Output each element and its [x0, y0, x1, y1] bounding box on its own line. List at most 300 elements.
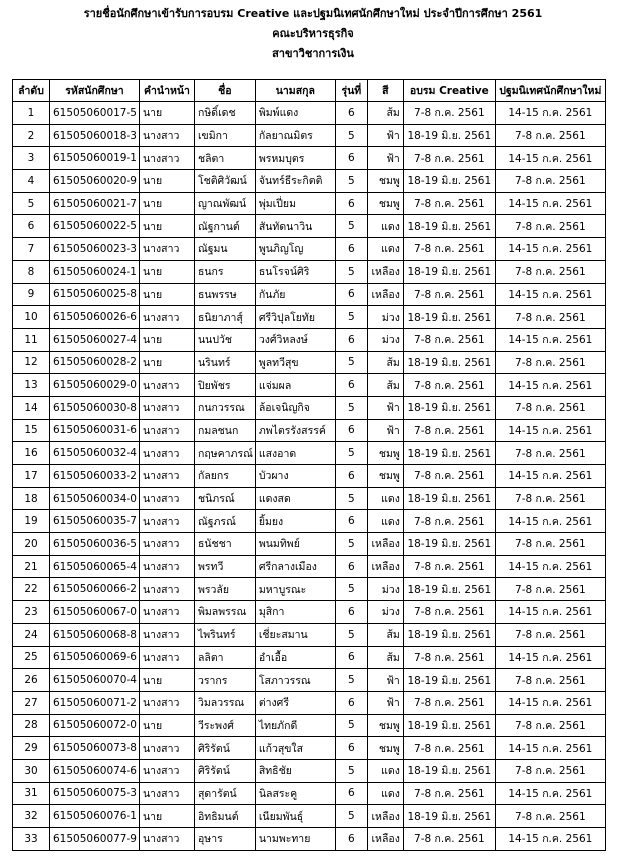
cell-last-name: โสภาวรรณ — [255, 669, 335, 692]
cell-color: ชมพู — [367, 465, 403, 488]
cell-creative-date: 18-19 มิ.ย. 2561 — [403, 623, 495, 646]
cell-creative-date: 18-19 มิ.ย. 2561 — [403, 714, 495, 737]
cell-batch: 6 — [335, 465, 367, 488]
cell-color: แดง — [367, 215, 403, 238]
cell-batch: 5 — [335, 351, 367, 374]
cell-color: ม่วง — [367, 306, 403, 329]
cell-color: ฟ้า — [367, 396, 403, 419]
cell-no: 24 — [13, 623, 50, 646]
cell-student-id: 61505060031-6 — [50, 419, 140, 442]
cell-student-id: 61505060018-3 — [50, 124, 140, 147]
cell-last-name: อำเอื้อ — [255, 646, 335, 669]
cell-color: เหลือง — [367, 283, 403, 306]
cell-student-id: 61505060073-8 — [50, 737, 140, 760]
cell-creative-date: 7-8 ก.ค. 2561 — [403, 510, 495, 533]
cell-first-name: ปิยพัชร — [194, 374, 255, 397]
cell-orientation-date: 7-8 ก.ค. 2561 — [495, 124, 605, 147]
cell-no: 32 — [13, 805, 50, 828]
cell-first-name: อิทธิมนต์ — [194, 805, 255, 828]
cell-first-name: วีระพงศ์ — [194, 714, 255, 737]
cell-batch: 5 — [335, 669, 367, 692]
cell-first-name: ศิริรัตน์ — [194, 737, 255, 760]
cell-prefix: นาย — [139, 170, 194, 193]
cell-prefix: นางสาว — [139, 646, 194, 669]
cell-creative-date: 18-19 มิ.ย. 2561 — [403, 351, 495, 374]
cell-color: แดง — [367, 510, 403, 533]
cell-creative-date: 7-8 ก.ค. 2561 — [403, 102, 495, 125]
table-row — [13, 283, 606, 306]
cell-first-name: ชลิตา — [194, 147, 255, 170]
table-row — [13, 487, 606, 510]
cell-no: 30 — [13, 759, 50, 782]
cell-batch: 6 — [335, 374, 367, 397]
cell-no: 7 — [13, 238, 50, 261]
cell-student-id: 61505060036-5 — [50, 533, 140, 556]
cell-first-name: กฤษคาภรณ์ — [194, 442, 255, 465]
cell-creative-date: 7-8 ก.ค. 2561 — [403, 238, 495, 261]
table-row — [13, 555, 606, 578]
cell-student-id: 61505060071-2 — [50, 691, 140, 714]
cell-creative-date: 7-8 ก.ค. 2561 — [403, 283, 495, 306]
cell-creative-date: 7-8 ก.ค. 2561 — [403, 782, 495, 805]
cell-creative-date: 18-19 มิ.ย. 2561 — [403, 578, 495, 601]
col-header-orientation: ปฐมนิเทศนักศึกษาใหม่ — [495, 80, 605, 102]
cell-no: 12 — [13, 351, 50, 374]
cell-orientation-date: 7-8 ก.ค. 2561 — [495, 170, 605, 193]
cell-orientation-date: 7-8 ก.ค. 2561 — [495, 623, 605, 646]
cell-prefix: นางสาว — [139, 691, 194, 714]
table-header-row — [13, 80, 606, 102]
cell-last-name: นิลสระคู — [255, 782, 335, 805]
cell-first-name: ณัฐภรณ์ — [194, 510, 255, 533]
cell-student-id: 61505060035-7 — [50, 510, 140, 533]
cell-last-name: แก้วสุขใส — [255, 737, 335, 760]
cell-no: 25 — [13, 646, 50, 669]
cell-color: เหลือง — [367, 805, 403, 828]
cell-student-id: 61505060075-3 — [50, 782, 140, 805]
cell-batch: 6 — [335, 691, 367, 714]
cell-batch: 6 — [335, 510, 367, 533]
cell-orientation-date: 14-15 ก.ค. 2561 — [495, 419, 605, 442]
cell-student-id: 61505060076-1 — [50, 805, 140, 828]
cell-no: 19 — [13, 510, 50, 533]
cell-orientation-date: 7-8 ก.ค. 2561 — [495, 260, 605, 283]
cell-prefix: นางสาว — [139, 578, 194, 601]
cell-batch: 5 — [335, 805, 367, 828]
cell-color: ชมพู — [367, 714, 403, 737]
cell-batch: 5 — [335, 442, 367, 465]
cell-prefix: นาย — [139, 328, 194, 351]
cell-last-name: จันทร์ธีระกิตติ — [255, 170, 335, 193]
cell-student-id: 61505060065-4 — [50, 555, 140, 578]
cell-first-name: พรวลัย — [194, 578, 255, 601]
cell-orientation-date: 14-15 ก.ค. 2561 — [495, 328, 605, 351]
cell-first-name: วรากร — [194, 669, 255, 692]
cell-first-name: ณัฐมน — [194, 238, 255, 261]
cell-color: ม่วง — [367, 328, 403, 351]
cell-orientation-date: 14-15 ก.ค. 2561 — [495, 828, 605, 851]
cell-batch: 5 — [335, 759, 367, 782]
cell-first-name: วิมลวรรณ — [194, 691, 255, 714]
cell-student-id: 61505060026-6 — [50, 306, 140, 329]
table-row — [13, 102, 606, 125]
cell-batch: 5 — [335, 306, 367, 329]
cell-color: ชมพู — [367, 192, 403, 215]
cell-color: ฟ้า — [367, 691, 403, 714]
cell-last-name: แจ่มผล — [255, 374, 335, 397]
table-row — [13, 170, 606, 193]
cell-prefix: นางสาว — [139, 374, 194, 397]
cell-first-name: กษิดิ์เดช — [194, 102, 255, 125]
cell-batch: 5 — [335, 260, 367, 283]
cell-first-name: ญาณพัฒน์ — [194, 192, 255, 215]
cell-prefix: นางสาว — [139, 396, 194, 419]
cell-last-name: ศรีวิปุลโยทัย — [255, 306, 335, 329]
cell-no: 15 — [13, 419, 50, 442]
table-row — [13, 147, 606, 170]
cell-color: ส้ม — [367, 646, 403, 669]
cell-creative-date: 7-8 ก.ค. 2561 — [403, 646, 495, 669]
cell-batch: 6 — [335, 102, 367, 125]
cell-color: ฟ้า — [367, 124, 403, 147]
cell-creative-date: 18-19 มิ.ย. 2561 — [403, 215, 495, 238]
cell-orientation-date: 14-15 ก.ค. 2561 — [495, 238, 605, 261]
table-row — [13, 805, 606, 828]
cell-first-name: นรินทร์ — [194, 351, 255, 374]
cell-no: 5 — [13, 192, 50, 215]
cell-last-name: มหาบูรณะ — [255, 578, 335, 601]
cell-first-name: ณัฐกานต์ — [194, 215, 255, 238]
cell-student-id: 61505060027-4 — [50, 328, 140, 351]
cell-color: ชมพู — [367, 442, 403, 465]
cell-prefix: นางสาว — [139, 759, 194, 782]
cell-color: ม่วง — [367, 578, 403, 601]
cell-orientation-date: 14-15 ก.ค. 2561 — [495, 510, 605, 533]
cell-prefix: นางสาว — [139, 737, 194, 760]
cell-no: 27 — [13, 691, 50, 714]
cell-color: แดง — [367, 487, 403, 510]
cell-creative-date: 18-19 มิ.ย. 2561 — [403, 170, 495, 193]
cell-orientation-date: 14-15 ก.ค. 2561 — [495, 465, 605, 488]
table-row — [13, 714, 606, 737]
cell-no: 23 — [13, 601, 50, 624]
cell-no: 3 — [13, 147, 50, 170]
table-row — [13, 465, 606, 488]
col-header-last-name: นามสกุล — [255, 80, 335, 102]
cell-last-name: สิทธิชัย — [255, 759, 335, 782]
cell-no: 20 — [13, 533, 50, 556]
cell-batch: 5 — [335, 396, 367, 419]
cell-orientation-date: 14-15 ก.ค. 2561 — [495, 555, 605, 578]
major-heading: สาขาวิชาการเงิน — [272, 47, 354, 60]
student-table — [12, 79, 606, 851]
cell-color: เหลือง — [367, 555, 403, 578]
cell-creative-date: 7-8 ก.ค. 2561 — [403, 737, 495, 760]
cell-prefix: นางสาว — [139, 487, 194, 510]
cell-first-name: พรทวี — [194, 555, 255, 578]
cell-student-id: 61505060074-6 — [50, 759, 140, 782]
cell-creative-date: 18-19 มิ.ย. 2561 — [403, 124, 495, 147]
col-header-prefix: คำนำหน้า — [139, 80, 194, 102]
cell-student-id: 61505060069-6 — [50, 646, 140, 669]
col-header-student-id: รหัสนักศึกษา — [50, 80, 140, 102]
cell-no: 22 — [13, 578, 50, 601]
cell-last-name: แสงอาด — [255, 442, 335, 465]
cell-orientation-date: 14-15 ก.ค. 2561 — [495, 102, 605, 125]
cell-first-name: เขมิกา — [194, 124, 255, 147]
cell-first-name: กนกวรรณ — [194, 396, 255, 419]
cell-creative-date: 18-19 มิ.ย. 2561 — [403, 306, 495, 329]
cell-batch: 5 — [335, 124, 367, 147]
cell-first-name: โชติศิวัฒน์ — [194, 170, 255, 193]
cell-last-name: ล้อเจนิญกิจ — [255, 396, 335, 419]
cell-student-id: 61505060066-2 — [50, 578, 140, 601]
cell-last-name: ภพไตรรังสรรค์ — [255, 419, 335, 442]
cell-batch: 6 — [335, 646, 367, 669]
cell-student-id: 61505060021-7 — [50, 192, 140, 215]
cell-creative-date: 18-19 มิ.ย. 2561 — [403, 260, 495, 283]
cell-first-name: กมลชนก — [194, 419, 255, 442]
cell-last-name: แดงสด — [255, 487, 335, 510]
cell-prefix: นาย — [139, 102, 194, 125]
cell-creative-date: 18-19 มิ.ย. 2561 — [403, 442, 495, 465]
cell-orientation-date: 7-8 ก.ค. 2561 — [495, 805, 605, 828]
cell-first-name: นนปวัช — [194, 328, 255, 351]
cell-creative-date: 7-8 ก.ค. 2561 — [403, 691, 495, 714]
cell-color: ส้ม — [367, 102, 403, 125]
cell-prefix: นางสาว — [139, 555, 194, 578]
cell-student-id: 61505060032-4 — [50, 442, 140, 465]
cell-orientation-date: 7-8 ก.ค. 2561 — [495, 578, 605, 601]
cell-prefix: นางสาว — [139, 828, 194, 851]
cell-color: ชมพู — [367, 170, 403, 193]
cell-prefix: นาย — [139, 714, 194, 737]
cell-color: ส้ม — [367, 374, 403, 397]
table-row — [13, 374, 606, 397]
cell-last-name: พูลทวีสุข — [255, 351, 335, 374]
table-row — [13, 646, 606, 669]
cell-last-name: บัวผาง — [255, 465, 335, 488]
cell-last-name: พิมพ์แดง — [255, 102, 335, 125]
table-row — [13, 782, 606, 805]
cell-last-name: เชี่ยะสมาน — [255, 623, 335, 646]
cell-orientation-date: 14-15 ก.ค. 2561 — [495, 283, 605, 306]
cell-student-id: 61505060028-2 — [50, 351, 140, 374]
cell-last-name: มุสิกา — [255, 601, 335, 624]
cell-orientation-date: 7-8 ก.ค. 2561 — [495, 396, 605, 419]
cell-no: 4 — [13, 170, 50, 193]
cell-creative-date: 7-8 ก.ค. 2561 — [403, 419, 495, 442]
cell-first-name: ธนกร — [194, 260, 255, 283]
cell-batch: 5 — [335, 623, 367, 646]
cell-batch: 6 — [335, 828, 367, 851]
cell-prefix: นาย — [139, 260, 194, 283]
table-row — [13, 442, 606, 465]
col-header-creative-training: อบรม Creative — [403, 80, 495, 102]
cell-orientation-date: 7-8 ก.ค. 2561 — [495, 759, 605, 782]
cell-no: 9 — [13, 283, 50, 306]
cell-creative-date: 18-19 มิ.ย. 2561 — [403, 396, 495, 419]
cell-prefix: นางสาว — [139, 306, 194, 329]
cell-last-name: นามพะทาย — [255, 828, 335, 851]
cell-prefix: นาย — [139, 283, 194, 306]
cell-creative-date: 18-19 มิ.ย. 2561 — [403, 533, 495, 556]
cell-no: 18 — [13, 487, 50, 510]
cell-no: 26 — [13, 669, 50, 692]
cell-student-id: 61505060020-9 — [50, 170, 140, 193]
cell-last-name: พรหมบุตร — [255, 147, 335, 170]
cell-prefix: นางสาว — [139, 601, 194, 624]
cell-student-id: 61505060030-8 — [50, 396, 140, 419]
cell-student-id: 61505060033-2 — [50, 465, 140, 488]
cell-prefix: นางสาว — [139, 533, 194, 556]
cell-creative-date: 7-8 ก.ค. 2561 — [403, 465, 495, 488]
cell-prefix: นางสาว — [139, 147, 194, 170]
cell-first-name: ธนิยาภาสุ์ — [194, 306, 255, 329]
cell-creative-date: 7-8 ก.ค. 2561 — [403, 601, 495, 624]
table-body — [13, 102, 606, 851]
cell-creative-date: 18-19 มิ.ย. 2561 — [403, 487, 495, 510]
cell-batch: 6 — [335, 782, 367, 805]
col-header-no: ลำดับ — [13, 80, 50, 102]
cell-creative-date: 7-8 ก.ค. 2561 — [403, 328, 495, 351]
cell-no: 1 — [13, 102, 50, 125]
cell-first-name: ไพรินทร์ — [194, 623, 255, 646]
cell-orientation-date: 7-8 ก.ค. 2561 — [495, 351, 605, 374]
cell-student-id: 61505060034-0 — [50, 487, 140, 510]
cell-batch: 5 — [335, 170, 367, 193]
cell-orientation-date: 7-8 ก.ค. 2561 — [495, 306, 605, 329]
cell-student-id: 61505060017-5 — [50, 102, 140, 125]
cell-first-name: ลลิตา — [194, 646, 255, 669]
cell-batch: 6 — [335, 555, 367, 578]
cell-orientation-date: 7-8 ก.ค. 2561 — [495, 669, 605, 692]
col-header-color: สี — [367, 80, 403, 102]
cell-orientation-date: 7-8 ก.ค. 2561 — [495, 533, 605, 556]
cell-student-id: 61505060019-1 — [50, 147, 140, 170]
cell-last-name: พุ่มเปี่ยม — [255, 192, 335, 215]
cell-color: ฟ้า — [367, 419, 403, 442]
cell-no: 10 — [13, 306, 50, 329]
cell-first-name: ธนัชชา — [194, 533, 255, 556]
table-row — [13, 124, 606, 147]
cell-color: ชมพู — [367, 737, 403, 760]
cell-batch: 5 — [335, 533, 367, 556]
cell-last-name: วงศ์วิหลงษ์ — [255, 328, 335, 351]
table-row — [13, 215, 606, 238]
table-row — [13, 691, 606, 714]
cell-orientation-date: 14-15 ก.ค. 2561 — [495, 691, 605, 714]
cell-first-name: ชนิภรณ์ — [194, 487, 255, 510]
cell-creative-date: 18-19 มิ.ย. 2561 — [403, 669, 495, 692]
cell-last-name: ยิ้มยง — [255, 510, 335, 533]
cell-creative-date: 7-8 ก.ค. 2561 — [403, 828, 495, 851]
cell-prefix: นาย — [139, 192, 194, 215]
cell-prefix: นางสาว — [139, 465, 194, 488]
table-row — [13, 533, 606, 556]
table-row — [13, 260, 606, 283]
col-header-first-name: ชื่อ — [194, 80, 255, 102]
cell-no: 17 — [13, 465, 50, 488]
cell-last-name: พนมทิพย์ — [255, 533, 335, 556]
cell-orientation-date: 14-15 ก.ค. 2561 — [495, 601, 605, 624]
cell-last-name: ต่างศรี — [255, 691, 335, 714]
cell-student-id: 61505060070-4 — [50, 669, 140, 692]
table-row — [13, 328, 606, 351]
cell-batch: 6 — [335, 283, 367, 306]
cell-no: 29 — [13, 737, 50, 760]
cell-batch: 5 — [335, 714, 367, 737]
cell-batch: 6 — [335, 419, 367, 442]
cell-orientation-date: 14-15 ก.ค. 2561 — [495, 192, 605, 215]
cell-color: ฟ้า — [367, 147, 403, 170]
cell-color: ส้ม — [367, 623, 403, 646]
table-row — [13, 192, 606, 215]
cell-color: เหลือง — [367, 533, 403, 556]
cell-orientation-date: 7-8 ก.ค. 2561 — [495, 442, 605, 465]
cell-color: แดง — [367, 759, 403, 782]
cell-no: 16 — [13, 442, 50, 465]
cell-last-name: ธนโรจน์ศิริ — [255, 260, 335, 283]
cell-student-id: 61505060067-0 — [50, 601, 140, 624]
table-row — [13, 828, 606, 851]
cell-student-id: 61505060023-3 — [50, 238, 140, 261]
cell-prefix: นาย — [139, 669, 194, 692]
cell-color: ม่วง — [367, 601, 403, 624]
cell-first-name: ศิริรัตน์ — [194, 759, 255, 782]
cell-orientation-date: 14-15 ก.ค. 2561 — [495, 147, 605, 170]
cell-prefix: นางสาว — [139, 510, 194, 533]
cell-prefix: นาย — [139, 351, 194, 374]
cell-last-name: สันทัดนาวิน — [255, 215, 335, 238]
cell-color: เหลือง — [367, 260, 403, 283]
cell-first-name: ธนพรรษ — [194, 283, 255, 306]
cell-student-id: 61505060022-5 — [50, 215, 140, 238]
cell-prefix: นางสาว — [139, 419, 194, 442]
table-row — [13, 601, 606, 624]
cell-color: เหลือง — [367, 828, 403, 851]
cell-no: 31 — [13, 782, 50, 805]
cell-batch: 6 — [335, 192, 367, 215]
cell-batch: 6 — [335, 328, 367, 351]
cell-orientation-date: 14-15 ก.ค. 2561 — [495, 646, 605, 669]
cell-color: แดง — [367, 782, 403, 805]
cell-no: 28 — [13, 714, 50, 737]
cell-prefix: นางสาว — [139, 442, 194, 465]
cell-batch: 5 — [335, 215, 367, 238]
table-row — [13, 578, 606, 601]
cell-color: แดง — [367, 238, 403, 261]
cell-batch: 5 — [335, 487, 367, 510]
cell-last-name: ศรีกลางเมือง — [255, 555, 335, 578]
cell-no: 8 — [13, 260, 50, 283]
cell-student-id: 61505060072-0 — [50, 714, 140, 737]
faculty-heading: คณะบริหารธุรกิจ — [272, 27, 354, 40]
cell-prefix: นางสาว — [139, 623, 194, 646]
cell-no: 33 — [13, 828, 50, 851]
document-title: รายชื่อนักศึกษาเข้ารับการอบรม Creative และปฐมนิเทศนักศึกษาใหม่ ประจำปีการศึกษา 2561 — [83, 7, 543, 20]
cell-orientation-date: 14-15 ก.ค. 2561 — [495, 374, 605, 397]
cell-prefix: นางสาว — [139, 782, 194, 805]
cell-orientation-date: 14-15 ก.ค. 2561 — [495, 782, 605, 805]
cell-student-id: 61505060077-9 — [50, 828, 140, 851]
table-row — [13, 396, 606, 419]
cell-prefix: นางสาว — [139, 124, 194, 147]
table-row — [13, 351, 606, 374]
cell-batch: 6 — [335, 601, 367, 624]
cell-first-name: พิมลพรรณ — [194, 601, 255, 624]
table-row — [13, 737, 606, 760]
